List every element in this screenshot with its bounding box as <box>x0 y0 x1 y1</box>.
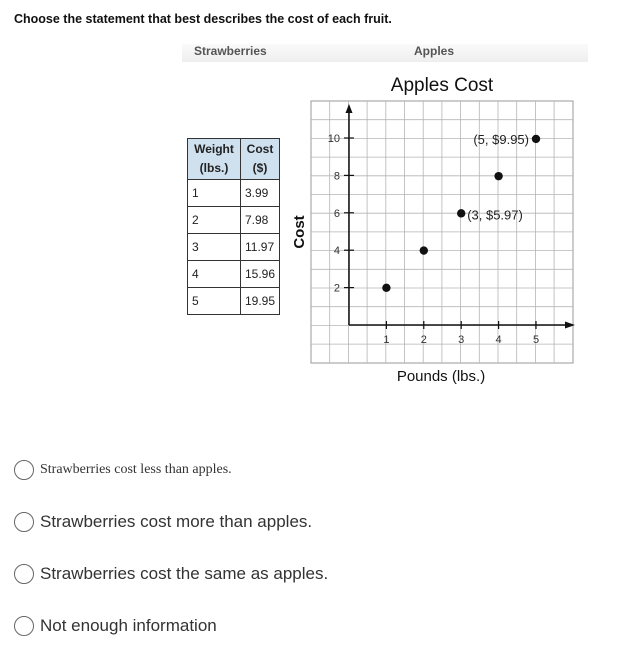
radio-circle-icon[interactable] <box>14 460 34 480</box>
y-tick-label: 6 <box>333 207 340 220</box>
data-point <box>532 135 540 143</box>
weight-header-line1: Weight <box>194 142 234 156</box>
data-point <box>382 284 390 292</box>
chart-title: Apples Cost <box>390 75 494 96</box>
option-label: Not enough information <box>40 616 217 635</box>
option-label: Strawberries cost less than apples. <box>40 462 232 477</box>
x-tick-label: 5 <box>532 334 540 346</box>
weight-cell: 5 <box>188 288 241 315</box>
data-point <box>494 172 502 180</box>
weight-header-line2: (lbs.) <box>199 161 229 175</box>
y-tick-label: 4 <box>333 245 340 258</box>
radio-circle-icon[interactable] <box>14 616 34 636</box>
point-annotation: (3, $5.97) <box>467 207 523 223</box>
strawberries-header: Strawberries <box>182 44 424 62</box>
x-tick-label: 2 <box>420 334 427 346</box>
x-tick-label: 3 <box>458 334 465 346</box>
cost-cell: 15.96 <box>241 261 280 288</box>
apples-header: Apples <box>412 44 588 62</box>
point-annotation: (5, $9.95) <box>473 131 529 147</box>
option-label: Strawberries cost the same as apples. <box>40 564 329 583</box>
x-tick-label: 4 <box>495 334 502 346</box>
cost-cell: 7.98 <box>241 207 280 234</box>
weight-cell: 2 <box>188 207 241 234</box>
x-tick-label: 1 <box>383 334 390 346</box>
radio-circle-icon[interactable] <box>14 564 34 584</box>
chart-ylabel: Cost <box>291 215 308 249</box>
y-tick-label: 8 <box>333 170 340 183</box>
radio-circle-icon[interactable] <box>14 512 34 532</box>
data-point <box>457 209 465 217</box>
option-less[interactable] <box>14 460 232 480</box>
option-same[interactable] <box>14 564 328 584</box>
y-tick-label: 10 <box>327 133 340 145</box>
y-tick-label: 2 <box>333 282 340 295</box>
option-not-enough[interactable] <box>14 616 217 636</box>
cost-header-line2: ($) <box>252 161 268 175</box>
data-point <box>420 246 428 254</box>
weight-cell: 4 <box>188 261 241 288</box>
option-more[interactable] <box>14 512 312 532</box>
cost-cell: 19.95 <box>241 288 280 315</box>
weight-cell: 3 <box>188 234 241 261</box>
cost-cell: 11.97 <box>241 234 280 261</box>
cost-header-line1: Cost <box>246 142 274 156</box>
option-label: Strawberries cost more than apples. <box>40 512 313 531</box>
cost-cell: 3.99 <box>241 180 280 207</box>
chart-xlabel: Pounds (lbs.) <box>396 368 486 385</box>
question-text: Choose the statement that best describes the cost of each fruit. <box>14 12 392 26</box>
weight-cell: 1 <box>188 180 241 207</box>
